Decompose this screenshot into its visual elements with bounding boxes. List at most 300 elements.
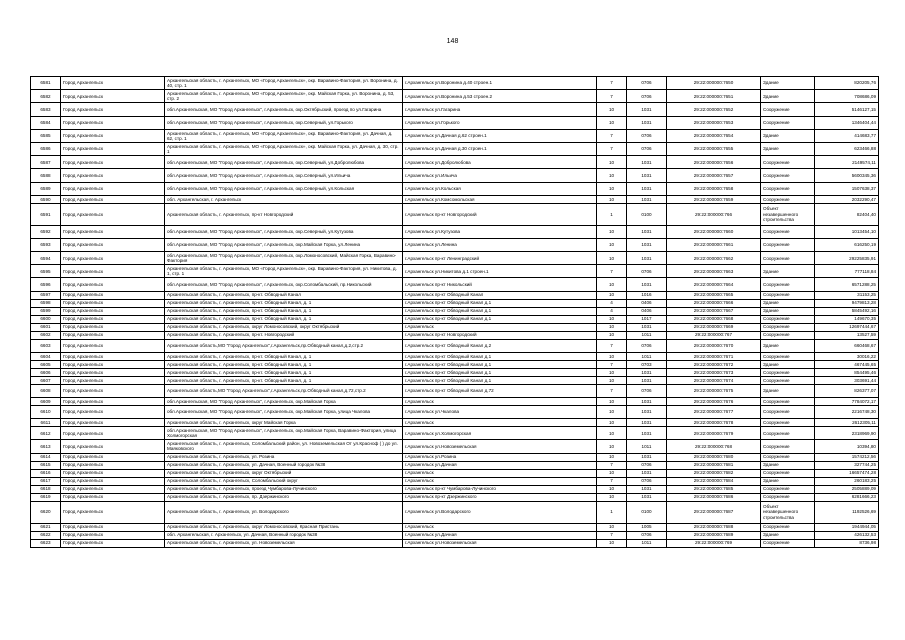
short-address-cell: г.Архангельск пр-кт Чумбарова-Лучинского xyxy=(403,485,597,493)
cadastral-number-cell: 29:22:000000:7659 xyxy=(667,195,761,203)
municipality-cell: Город Архангельск xyxy=(61,352,165,360)
municipality-cell: Город Архангельск xyxy=(61,469,165,477)
code-a-cell: 10 xyxy=(597,419,627,427)
address-cell: Архангельская область,МО "Город Архангельск",г.Архангельск,пр.Обводный канал,д.2,стр.2 xyxy=(165,339,403,352)
code-b-cell: 1031 xyxy=(627,469,667,477)
municipality-cell: Город Архангельск xyxy=(61,368,165,376)
object-type-cell: Здание xyxy=(761,142,815,155)
code-b-cell: 1005 xyxy=(627,523,667,531)
address-cell: Архангельская область, г. Архангельск, ул. Розина xyxy=(165,453,403,461)
cadastral-number-cell: 29:22:000000:768 xyxy=(667,440,761,453)
row-number-cell: 6617 xyxy=(31,477,61,485)
municipality-cell: Город Архангельск xyxy=(61,116,165,129)
row-number-cell: 6597 xyxy=(31,291,61,299)
code-b-cell: 0703 xyxy=(627,360,667,368)
address-cell: Архангельская область, г. Архангельск, МО «Город Архангельск», окр. Варавино-Фактория, ул. Воронина, д. 40, стр. 1 xyxy=(165,77,403,90)
code-a-cell: 10 xyxy=(597,376,627,384)
municipality-cell: Город Архангельск xyxy=(61,531,165,539)
code-a-cell: 7 xyxy=(597,477,627,485)
address-cell: обл.Архангельская, МО "Город Архангельск", г.Архангельск, окр.Соломбальский, пр.Никольский xyxy=(165,278,403,291)
code-a-cell: 4 xyxy=(597,299,627,307)
short-address-cell: г.Архангельск ул.Добролюбова xyxy=(403,156,597,169)
short-address-cell: г.Архангельск ул.Холмогорская xyxy=(403,427,597,440)
table-row xyxy=(31,323,879,331)
address-cell: обл.Архангельская, МО "Город Архангельск", г.Архангельск, окр.Северный, ул.Ильича xyxy=(165,169,403,182)
object-type-cell: Здание xyxy=(761,77,815,90)
cadastral-number-cell: 29:22:000000:7677 xyxy=(667,406,761,419)
table-row xyxy=(31,315,879,323)
cadastral-number-cell: 29:22:000000:7682 xyxy=(667,469,761,477)
object-type-cell: Сооружение xyxy=(761,523,815,531)
code-a-cell: 10 xyxy=(597,453,627,461)
municipality-cell: Город Архангельск xyxy=(61,182,165,195)
short-address-cell: г.Архангельск ул.Дачная xyxy=(403,531,597,539)
code-b-cell: 1011 xyxy=(627,331,667,339)
table-row xyxy=(31,493,879,501)
address-cell: обл.Архангельская, МО "Город Архангельск", г.Архангельск, окр.Майская Горка, ул.Ленина xyxy=(165,238,403,251)
code-a-cell: 10 xyxy=(597,352,627,360)
municipality-cell: Город Архангельск xyxy=(61,419,165,427)
table-row xyxy=(31,376,879,384)
object-type-cell: Сооружение xyxy=(761,315,815,323)
short-address-cell: г.Архангельск ул.Дачная xyxy=(403,461,597,469)
code-b-cell: 0706 xyxy=(627,77,667,90)
code-b-cell: 1011 xyxy=(627,352,667,360)
table-row xyxy=(31,252,879,265)
cadastral-number-cell: 29:22:000000:7689 xyxy=(667,531,761,539)
address-cell: Архангельская область, г. Архангельск, округ Октябрьский xyxy=(165,469,403,477)
row-number-cell: 6591 xyxy=(31,203,61,225)
code-a-cell: 10 xyxy=(597,469,627,477)
code-a-cell: 10 xyxy=(597,252,627,265)
code-b-cell: 0706 xyxy=(627,477,667,485)
table-row xyxy=(31,182,879,195)
code-a-cell: 10 xyxy=(597,539,627,547)
row-number-cell: 6606 xyxy=(31,368,61,376)
code-b-cell: 1031 xyxy=(627,427,667,440)
object-type-cell: Здание xyxy=(761,339,815,352)
table-row xyxy=(31,169,879,182)
address-cell: Архангельская область, г. Архангельск, ул. Дачная, Военный городок №38 xyxy=(165,461,403,469)
code-a-cell: 10 xyxy=(597,103,627,116)
code-b-cell: 1031 xyxy=(627,419,667,427)
cadastral-number-cell: 29:22:000000:7670 xyxy=(667,339,761,352)
cadastral-number-cell: 29:22:000000:7686 xyxy=(667,493,761,501)
row-number-cell: 6601 xyxy=(31,323,61,331)
code-a-cell: 10 xyxy=(597,493,627,501)
value-cell: 5845492,16 xyxy=(815,307,879,315)
cadastral-number-cell: 29:22:000000:7666 xyxy=(667,299,761,307)
row-number-cell: 6603 xyxy=(31,339,61,352)
address-cell: Архангельская область, г. Архангельск, ул. Володарского xyxy=(165,501,403,523)
table-row xyxy=(31,90,879,103)
code-a-cell: 10 xyxy=(597,116,627,129)
code-b-cell: 0706 xyxy=(627,90,667,103)
row-number-cell: 6592 xyxy=(31,225,61,238)
cadastral-number-cell: 29:22:000000:7663 xyxy=(667,265,761,278)
value-cell: 149670,35 xyxy=(815,315,879,323)
value-cell: 2216748,30 xyxy=(815,406,879,419)
table-row xyxy=(31,291,879,299)
row-number-cell: 6583 xyxy=(31,103,61,116)
table-row xyxy=(31,203,879,225)
value-cell: 1574212,56 xyxy=(815,453,879,461)
short-address-cell: г.Архангельск пр-кт Никольский xyxy=(403,278,597,291)
code-a-cell: 10 xyxy=(597,406,627,419)
code-a-cell: 7 xyxy=(597,90,627,103)
short-address-cell: г.Архангельск xyxy=(403,477,597,485)
table-row xyxy=(31,469,879,477)
cadastral-number-cell: 29:22:000000:766 xyxy=(667,203,761,225)
cadastral-number-cell: 29:22:000000:7651 xyxy=(667,90,761,103)
cadastral-number-cell: 29:22:000000:7676 xyxy=(667,398,761,406)
object-type-cell: Здание xyxy=(761,265,815,278)
value-cell: 29225835,91 xyxy=(815,252,879,265)
address-cell: обл.Архангельская, МО "Город Архангельск", г.Архангельск, окр.Ломоносовский, Майская Горка, Варавино-Фактория xyxy=(165,252,403,265)
table-row xyxy=(31,103,879,116)
object-type-cell: Сооружение xyxy=(761,195,815,203)
value-cell: 616250,19 xyxy=(815,238,879,251)
value-cell: 2612305,11 xyxy=(815,419,879,427)
address-cell: обл.Архангельская, МО "Город Архангельск", г.Архангельск, окр.Майская Горка, улица Чкалова xyxy=(165,406,403,419)
value-cell: 1346404,44 xyxy=(815,116,879,129)
cadastral-number-cell: 29:22:000000:7658 xyxy=(667,182,761,195)
address-cell: Архангельская область, г. Архангельск, округ Ломоносовский, округ Октябрьский xyxy=(165,323,403,331)
value-cell: 6571288,25 xyxy=(815,278,879,291)
row-number-cell: 6582 xyxy=(31,90,61,103)
value-cell: 9479813,28 xyxy=(815,299,879,307)
short-address-cell: г.Архангельск пр-кт Новгородский xyxy=(403,331,597,339)
municipality-cell: Город Архангельск xyxy=(61,203,165,225)
object-type-cell: Здание xyxy=(761,531,815,539)
value-cell: 426132,53 xyxy=(815,531,879,539)
object-type-cell: Здание xyxy=(761,360,815,368)
code-a-cell: 7 xyxy=(597,461,627,469)
row-number-cell: 6589 xyxy=(31,182,61,195)
code-b-cell: 0100 xyxy=(627,203,667,225)
municipality-cell: Город Архангельск xyxy=(61,406,165,419)
short-address-cell: г.Архангельск ул.Кольская xyxy=(403,182,597,195)
municipality-cell: Город Архангельск xyxy=(61,461,165,469)
code-a-cell: 7 xyxy=(597,339,627,352)
value-cell: 1192526,69 xyxy=(815,501,879,523)
row-number-cell: 6593 xyxy=(31,238,61,251)
object-type-cell: Сооружение xyxy=(761,469,815,477)
table-row xyxy=(31,339,879,352)
code-a-cell: 10 xyxy=(597,368,627,376)
address-cell: обл.Архангельская, МО "Город Архангельск", г.Архангельск, окр.Северный, ул.Кутузова xyxy=(165,225,403,238)
row-number-cell: 6596 xyxy=(31,278,61,291)
short-address-cell: г.Архангельск пр-кт Обводный Канал xyxy=(403,291,597,299)
code-b-cell: 1031 xyxy=(627,238,667,251)
cadastral-number-cell: 29:22:000000:7652 xyxy=(667,103,761,116)
code-b-cell: 0706 xyxy=(627,531,667,539)
address-cell: Архангельская область,МО "Город Архангельск",г.Архангельск,пр.Обводный канал,д.72,стр.2 xyxy=(165,384,403,397)
object-type-cell: Сооружение xyxy=(761,440,815,453)
municipality-cell: Город Архангельск xyxy=(61,252,165,265)
cadastral-number-cell: 29:22:000000:7688 xyxy=(667,523,761,531)
code-b-cell: 1031 xyxy=(627,252,667,265)
value-cell: 2149574,11 xyxy=(815,156,879,169)
table-row xyxy=(31,238,879,251)
code-a-cell: 7 xyxy=(597,360,627,368)
short-address-cell: г.Архангельск ул.Гагарина xyxy=(403,103,597,116)
object-type-cell: Объект незавершенного строительства xyxy=(761,501,815,523)
table-row xyxy=(31,531,879,539)
cadastral-number-cell: 29:22:000000:7667 xyxy=(667,307,761,315)
row-number-cell: 6594 xyxy=(31,252,61,265)
code-a-cell: 10 xyxy=(597,156,627,169)
municipality-cell: Город Архангельск xyxy=(61,539,165,547)
table-row xyxy=(31,477,879,485)
object-type-cell: Здание xyxy=(761,384,815,397)
code-a-cell: 10 xyxy=(597,398,627,406)
municipality-cell: Город Архангельск xyxy=(61,477,165,485)
address-cell: Архангельская область, г. Архангельск, пр-кт. Обводный Канал, д. 1 xyxy=(165,352,403,360)
row-number-cell: 6595 xyxy=(31,265,61,278)
code-b-cell: 1031 xyxy=(627,453,667,461)
code-b-cell: 1031 xyxy=(627,116,667,129)
value-cell: 7784072,17 xyxy=(815,398,879,406)
address-cell: обл.Архангельская, МО "Город Архангельск", г.Архангельск, окр.Северный, ул.Добролюбова xyxy=(165,156,403,169)
table-row xyxy=(31,142,879,155)
municipality-cell: Город Архангельск xyxy=(61,501,165,523)
value-cell: 10394,80 xyxy=(815,440,879,453)
municipality-cell: Город Архангельск xyxy=(61,485,165,493)
row-number-cell: 6604 xyxy=(31,352,61,360)
row-number-cell: 6585 xyxy=(31,129,61,142)
municipality-cell: Город Архангельск xyxy=(61,398,165,406)
short-address-cell: г.Архангельск ул.Володарского xyxy=(403,501,597,523)
table-row xyxy=(31,368,879,376)
cadastral-number-cell: 29:22:000000:7675 xyxy=(667,384,761,397)
code-b-cell: 1031 xyxy=(627,376,667,384)
table-row xyxy=(31,77,879,90)
code-a-cell: 7 xyxy=(597,384,627,397)
value-cell: 30016,22 xyxy=(815,352,879,360)
object-type-cell: Сооружение xyxy=(761,182,815,195)
code-b-cell: 0706 xyxy=(627,129,667,142)
object-type-cell: Здание xyxy=(761,299,815,307)
code-b-cell: 0706 xyxy=(627,265,667,278)
code-a-cell: 10 xyxy=(597,169,627,182)
address-cell: Архангельская область, г. Архангельск, МО «Город Архангельск», окр. Варавино-Фактория, ул. Дачная, д. 62, стр. 1 xyxy=(165,129,403,142)
code-a-cell: 1 xyxy=(597,203,627,225)
municipality-cell: Город Архангельск xyxy=(61,142,165,155)
value-cell: 2032290,47 xyxy=(815,195,879,203)
short-address-cell: г.Архангельск xyxy=(403,398,597,406)
cadastral-number-cell: 29:22:000000:7669 xyxy=(667,323,761,331)
cadastral-number-cell: 29:22:000000:7679 xyxy=(667,427,761,440)
short-address-cell: г.Архангельск ул.Ленина xyxy=(403,238,597,251)
object-type-cell: Сооружение xyxy=(761,323,815,331)
cadastral-number-cell: 29:22:000000:7660 xyxy=(667,225,761,238)
short-address-cell: г.Архангельск пр-кт Обводный Канал д.1 xyxy=(403,368,597,376)
object-type-cell: Здание xyxy=(761,477,815,485)
row-number-cell: 6621 xyxy=(31,523,61,531)
code-b-cell: 1031 xyxy=(627,368,667,376)
object-type-cell: Сооружение xyxy=(761,406,815,419)
table-row xyxy=(31,225,879,238)
municipality-cell: Город Архангельск xyxy=(61,307,165,315)
row-number-cell: 6605 xyxy=(31,360,61,368)
code-b-cell: 1031 xyxy=(627,195,667,203)
object-type-cell: Сооружение xyxy=(761,493,815,501)
address-cell: Архангельская область, г. Архангельск, МО «Город Архангельск», окр. Майская Горка, ул. Дачная, д. 30, стр. 1 xyxy=(165,142,403,155)
short-address-cell: г.Архангельск ул.Чкалова xyxy=(403,406,597,419)
object-type-cell: Сооружение xyxy=(761,103,815,116)
table-row xyxy=(31,485,879,493)
short-address-cell: г.Архангельск пр-кт Обводный Канал д.1 xyxy=(403,352,597,360)
value-cell: 2505889,09 xyxy=(815,485,879,493)
code-b-cell: 1031 xyxy=(627,485,667,493)
municipality-cell: Город Архангельск xyxy=(61,195,165,203)
address-cell: Архангельская область, г. Архангельск, округ Майская Горка xyxy=(165,419,403,427)
code-b-cell: 0406 xyxy=(627,307,667,315)
cadastral-number-cell: 29:22:000000:7656 xyxy=(667,156,761,169)
table-row xyxy=(31,427,879,440)
code-b-cell: 0100 xyxy=(627,501,667,523)
value-cell: 1013454,10 xyxy=(815,225,879,238)
address-cell: обл.Архангельская, МО "Город Архангельск", г.Архангельск, окр.Октябрьский, проезд по ул.Гагарина xyxy=(165,103,403,116)
cadastral-number-cell: 29:22:000000:7665 xyxy=(667,291,761,299)
object-type-cell: Сооружение xyxy=(761,116,815,129)
row-number-cell: 6600 xyxy=(31,315,61,323)
value-cell: 327744,25 xyxy=(815,461,879,469)
table-row xyxy=(31,398,879,406)
row-number-cell: 6608 xyxy=(31,384,61,397)
address-cell: обл.Архангельская, МО "Город Архангельск", г.Архангельск, окр.Майская Горка xyxy=(165,398,403,406)
table-row xyxy=(31,360,879,368)
short-address-cell: г.Архангельск пр-кт Обводный Канал д.1 xyxy=(403,315,597,323)
address-cell: Архангельская область, г. Архангельск, пр. Дзержинского xyxy=(165,493,403,501)
code-a-cell: 10 xyxy=(597,238,627,251)
code-a-cell: 10 xyxy=(597,523,627,531)
row-number-cell: 6613 xyxy=(31,440,61,453)
value-cell: 708686,09 xyxy=(815,90,879,103)
value-cell: 5600345,36 xyxy=(815,169,879,182)
value-cell: 303691,44 xyxy=(815,376,879,384)
short-address-cell: г.Архангельск пр-кт Новгородский xyxy=(403,203,597,225)
code-a-cell: 10 xyxy=(597,225,627,238)
table-row xyxy=(31,331,879,339)
value-cell: 31153,25 xyxy=(815,291,879,299)
cadastral-number-cell: 29:22:000000:7653 xyxy=(667,116,761,129)
table-row xyxy=(31,265,879,278)
object-type-cell: Здание xyxy=(761,90,815,103)
object-type-cell: Сооружение xyxy=(761,453,815,461)
registry-table xyxy=(30,76,879,548)
short-address-cell: г.Архангельск пр-кт Дзержинского xyxy=(403,493,597,501)
table-row xyxy=(31,129,879,142)
code-a-cell: 10 xyxy=(597,291,627,299)
cadastral-number-cell: 29:22:000000:7668 xyxy=(667,315,761,323)
code-b-cell: 1031 xyxy=(627,156,667,169)
address-cell: Архангельская область, г. Архангельск, ул. Новоземельская xyxy=(165,539,403,547)
code-a-cell: 1 xyxy=(597,501,627,523)
cadastral-number-cell: 29:22:000000:767 xyxy=(667,331,761,339)
address-cell: Архангельская область, г. Архангельск, пр-кт. Обводный Канал, д. 1 xyxy=(165,315,403,323)
cadastral-number-cell: 29:22:000000:7672 xyxy=(667,360,761,368)
row-number-cell: 6615 xyxy=(31,461,61,469)
value-cell: 854495,46 xyxy=(815,368,879,376)
object-type-cell: Сооружение xyxy=(761,156,815,169)
address-cell: Архангельская область, г. Архангельск, пр-кт. Обводный Канал, д. 1 xyxy=(165,299,403,307)
value-cell: 826377,07 xyxy=(815,384,879,397)
cadastral-number-cell: 29:22:000000:7671 xyxy=(667,352,761,360)
address-cell: Архангельская область, г. Архангельск, пр-кт. Обводный Канал, д. 1 xyxy=(165,307,403,315)
code-b-cell: 1031 xyxy=(627,278,667,291)
short-address-cell: г.Архангельск пр-кт Обводный Канал д.1 xyxy=(403,307,597,315)
object-type-cell: Сооружение xyxy=(761,252,815,265)
code-a-cell: 10 xyxy=(597,440,627,453)
municipality-cell: Город Архангельск xyxy=(61,427,165,440)
municipality-cell: Город Архангельск xyxy=(61,291,165,299)
object-type-cell: Сооружение xyxy=(761,539,815,547)
cadastral-number-cell: 29:22:000000:7687 xyxy=(667,501,761,523)
short-address-cell: г.Архангельск ул.Горького xyxy=(403,116,597,129)
code-a-cell: 10 xyxy=(597,278,627,291)
row-number-cell: 6618 xyxy=(31,485,61,493)
municipality-cell: Город Архангельск xyxy=(61,440,165,453)
municipality-cell: Город Архангельск xyxy=(61,339,165,352)
code-b-cell: 1031 xyxy=(627,493,667,501)
value-cell: 8736,98 xyxy=(815,539,879,547)
code-b-cell: 1031 xyxy=(627,182,667,195)
object-type-cell: Сооружение xyxy=(761,485,815,493)
code-a-cell: 7 xyxy=(597,77,627,90)
object-type-cell: Сооружение xyxy=(761,291,815,299)
table-row xyxy=(31,278,879,291)
short-address-cell: г.Архангельск xyxy=(403,323,597,331)
cadastral-number-cell: 29:22:000000:7662 xyxy=(667,252,761,265)
table-row xyxy=(31,440,879,453)
short-address-cell: г.Архангельск xyxy=(403,523,597,531)
row-number-cell: 6598 xyxy=(31,299,61,307)
object-type-cell: Сооружение xyxy=(761,169,815,182)
code-b-cell: 0406 xyxy=(627,299,667,307)
code-b-cell: 1011 xyxy=(627,539,667,547)
table-row xyxy=(31,501,879,523)
value-cell: 1507638,37 xyxy=(815,182,879,195)
table-row xyxy=(31,384,879,397)
short-address-cell: г.Архангельск пр-кт Обводный Канал д.72 xyxy=(403,384,597,397)
code-a-cell: 7 xyxy=(597,265,627,278)
municipality-cell: Город Архангельск xyxy=(61,90,165,103)
municipality-cell: Город Архангельск xyxy=(61,453,165,461)
code-b-cell: 1031 xyxy=(627,103,667,116)
municipality-cell: Город Архангельск xyxy=(61,278,165,291)
municipality-cell: Город Архангельск xyxy=(61,493,165,501)
address-cell: Архангельская область, г. Архангельск, МО «Город Архангельск», окр. Варавино-Фактория, ул. Никитова, д. 1, стр. 1 xyxy=(165,265,403,278)
address-cell: Архангельская область, г. Архангельск, пр-кт. Обводный Канал xyxy=(165,291,403,299)
municipality-cell: Город Архангельск xyxy=(61,225,165,238)
code-a-cell: 10 xyxy=(597,331,627,339)
cadastral-number-cell: 29:22:000000:7680 xyxy=(667,453,761,461)
short-address-cell: г.Архангельск пр-кт Обводный Канал д.2 xyxy=(403,339,597,352)
table-row xyxy=(31,419,879,427)
code-a-cell: 10 xyxy=(597,315,627,323)
value-cell: 260183,25 xyxy=(815,477,879,485)
value-cell: 623466,88 xyxy=(815,142,879,155)
table-row xyxy=(31,307,879,315)
row-number-cell: 6620 xyxy=(31,501,61,523)
value-cell: 6281666,23 xyxy=(815,493,879,501)
address-cell: Архангельская область, г. Архангельск, Соломбальский округ xyxy=(165,477,403,485)
short-address-cell: г.Архангельск ул.Дачная д.30 строен.1 xyxy=(403,142,597,155)
address-cell: Архангельская область, г. Архангельск, пр-кт. Обводный Канал, д. 1 xyxy=(165,376,403,384)
object-type-cell: Сооружение xyxy=(761,419,815,427)
